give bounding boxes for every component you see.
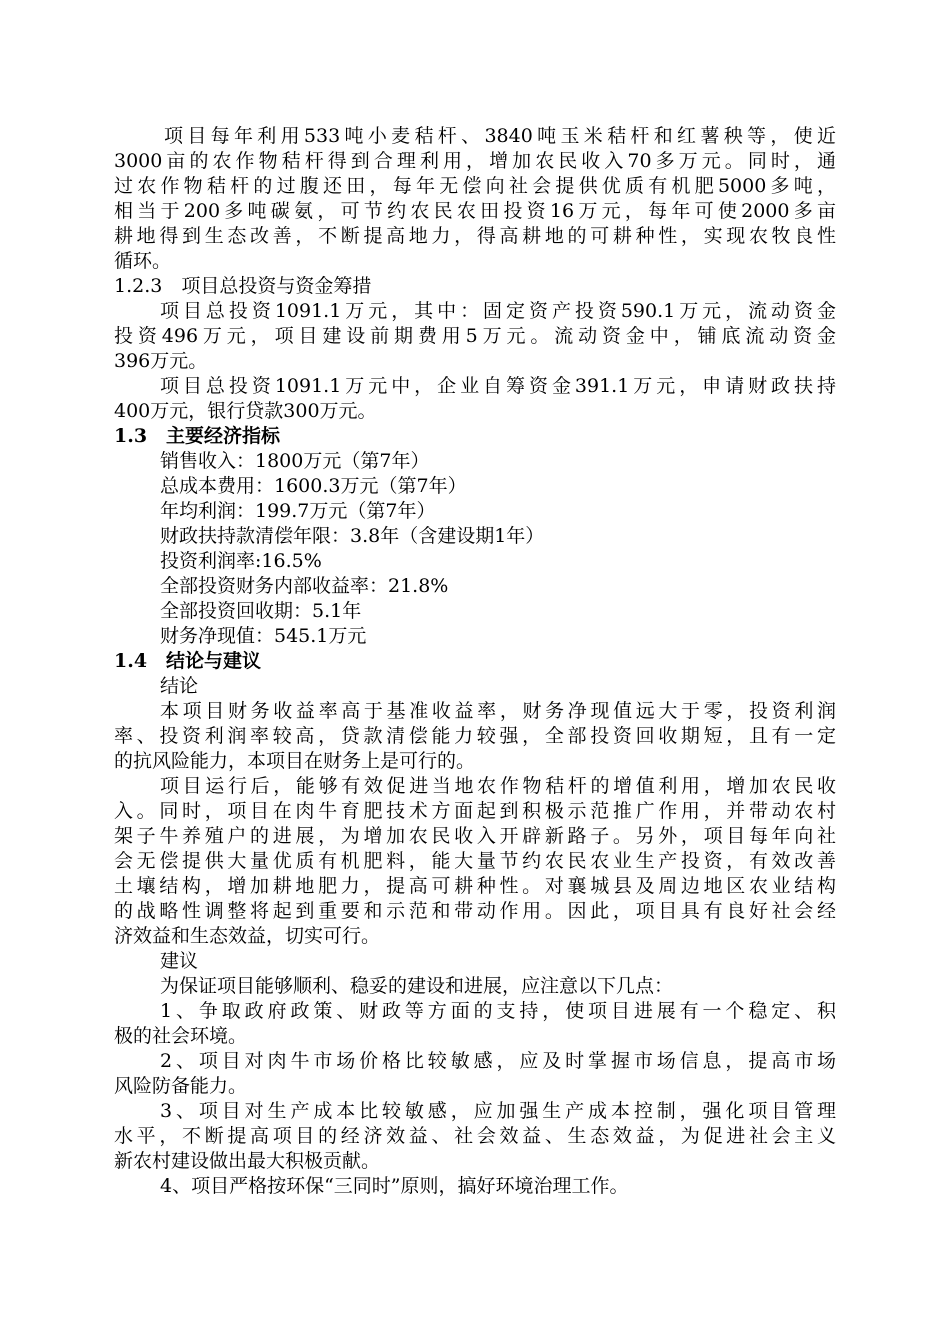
paragraph-line: 投资496万元，项目建设前期费用5万元。流动资金中，铺底流动资金 — [114, 325, 836, 347]
subheading: 建议 — [160, 950, 199, 972]
list-item-line: 3、项目对生产成本比较敏感，应加强生产成本控制，强化项目管理 — [160, 1100, 836, 1122]
paragraph-line: 项目总投资1091.1万元中，企业自筹资金391.1万元，申请财政扶持 — [160, 375, 836, 397]
paragraph-line: 项目运行后，能够有效促进当地农作物秸杆的增值利用，增加农民收 — [160, 775, 836, 797]
paragraph-line: 的抗风险能力，本项目在财务上是可行的。 — [114, 750, 476, 772]
paragraph-line: 396万元。 — [114, 350, 208, 372]
subheading: 结论 — [160, 675, 199, 697]
paragraph-line: 过农作物秸杆的过腹还田，每年无偿向社会提供优质有机肥5000多吨， — [114, 175, 836, 197]
section-heading: 1.4 结论与建议 — [114, 650, 262, 672]
paragraph-line: 相当于200多吨碳氨，可节约农民农田投资16万元，每年可使2000多亩 — [114, 200, 836, 222]
paragraph-line: 入。同时，项目在肉牛育肥技术方面起到积极示范推广作用，并带动农村 — [114, 800, 836, 822]
paragraph-line: 土壤结构，增加耕地肥力，提高可耕种性。对襄城县及周边地区农业结构 — [114, 875, 836, 897]
section-heading: 1.3 主要经济指标 — [114, 425, 281, 447]
paragraph-line: 项目每年利用533吨小麦秸杆、3840吨玉米秸杆和红薯秧等，使近 — [164, 125, 836, 147]
indicator-line: 年均利润：199.7万元（第7年） — [160, 500, 436, 522]
list-item-line: 2、项目对肉牛市场价格比较敏感，应及时掌握市场信息，提高市场 — [160, 1050, 836, 1072]
indicator-line: 财政扶持款清偿年限：3.8年（含建设期1年） — [160, 525, 545, 547]
paragraph-line: 架子牛养殖户的进展，为增加农民收入开辟新路子。另外，项目每年向社 — [114, 825, 836, 847]
list-item-line: 1、争取政府政策、财政等方面的支持，使项目进展有一个稳定、积 — [160, 1000, 836, 1022]
list-item-line: 新农村建设做出最大积极贡献。 — [114, 1150, 381, 1172]
list-item-line: 极的社会环境。 — [114, 1025, 248, 1047]
paragraph-line: 会无偿提供大量优质有机肥料，能大量节约农民农业生产投资，有效改善 — [114, 850, 836, 872]
paragraph-line: 循环。 — [114, 250, 172, 272]
paragraph-line: 为保证项目能够顺利、稳妥的建设和进展，应注意以下几点： — [160, 975, 674, 997]
indicator-line: 全部投资回收期：5.1年 — [160, 600, 362, 622]
indicator-line: 总成本费用：1600.3万元（第7年） — [160, 475, 467, 497]
list-item-line: 4、项目严格按环保“三同时”原则，搞好环境治理工作。 — [160, 1175, 629, 1197]
paragraph-line: 本项目财务收益率高于基准收益率，财务净现值远大于零，投资利润 — [160, 700, 836, 722]
list-item-line: 风险防备能力。 — [114, 1075, 248, 1097]
paragraph-line: 耕地得到生态改善，不断提高地力，得高耕地的可耕种性，实现农牧良性 — [114, 225, 836, 247]
paragraph-line: 3000亩的农作物秸杆得到合理利用，增加农民收入70多万元。同时，通 — [114, 150, 836, 172]
indicator-line: 全部投资财务内部收益率：21.8% — [160, 575, 449, 597]
paragraph-line: 济效益和生态效益，切实可行。 — [114, 925, 381, 947]
paragraph-line: 的战略性调整将起到重要和示范和带动作用。因此，项目具有良好社会经 — [114, 900, 836, 922]
paragraph-line: 项目总投资1091.1万元，其中：固定资产投资590.1万元，流动资金 — [160, 300, 836, 322]
indicator-line: 销售收入：1800万元（第7年） — [160, 450, 430, 472]
indicator-line: 投资利润率:16.5% — [160, 550, 322, 572]
indicator-line: 财务净现值：545.1万元 — [160, 625, 367, 647]
paragraph-line: 400万元，银行贷款300万元。 — [114, 400, 377, 422]
list-item-line: 水平，不断提高项目的经济效益、社会效益、生态效益，为促进社会主义 — [114, 1125, 836, 1147]
section-heading: 1.2.3 项目总投资与资金筹措 — [114, 275, 372, 297]
paragraph-line: 率、投资利润率较高，贷款清偿能力较强，全部投资回收期短，且有一定 — [114, 725, 836, 747]
